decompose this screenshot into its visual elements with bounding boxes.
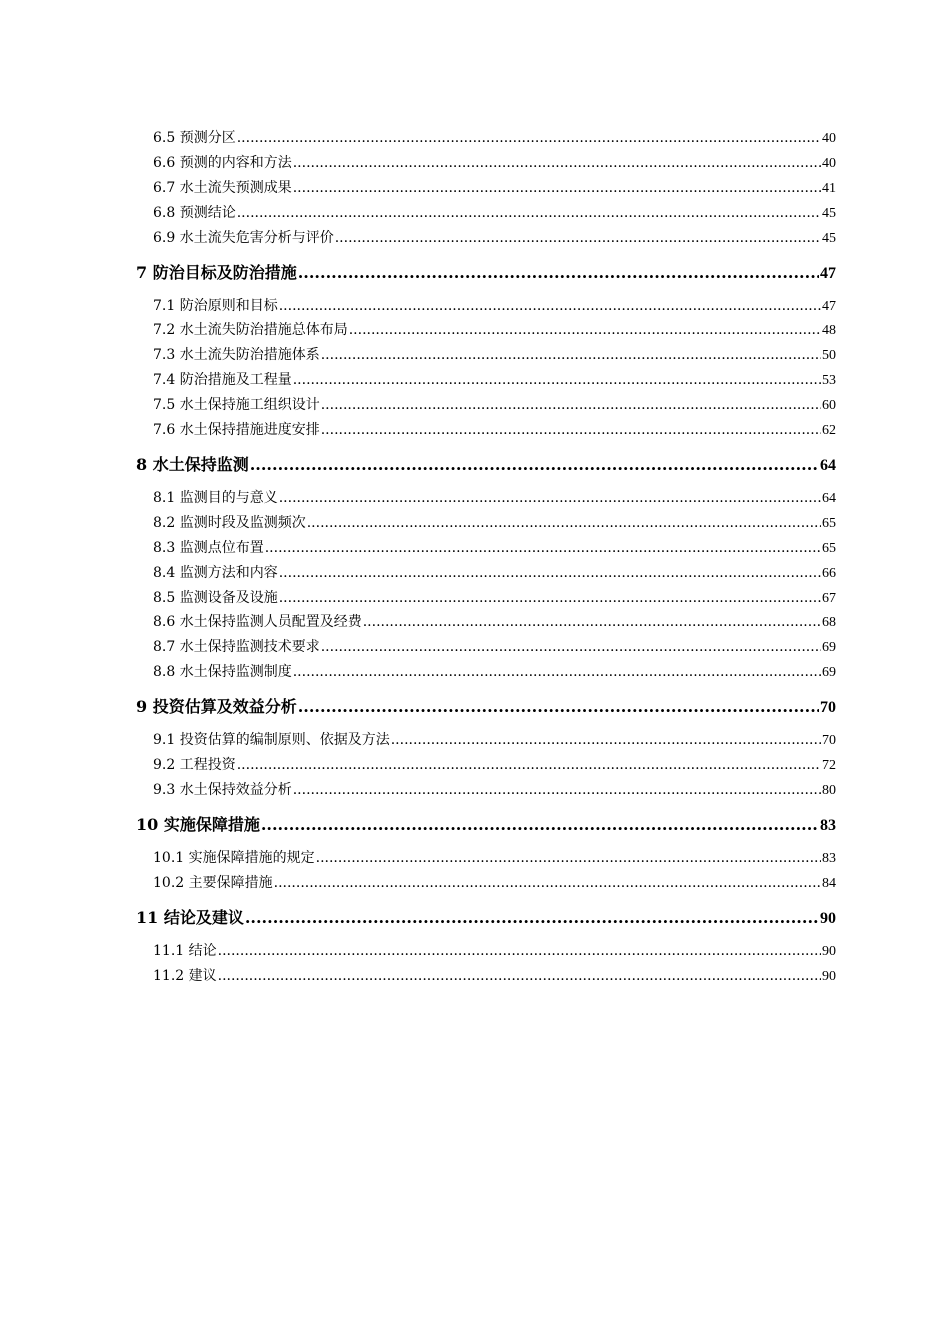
toc-dot-leader (391, 730, 821, 750)
toc-entry-page-number: 47 (822, 298, 836, 314)
toc-entry-title: 8.4 监测方法和内容 (153, 564, 278, 581)
toc-entry-page-number: 83 (822, 850, 836, 866)
toc-entry-title: 6.5 预测分区 (153, 130, 236, 146)
toc-section-entry[interactable] (153, 780, 836, 800)
toc-entry-title: 7.2 水土流失防治措施总体布局 (153, 322, 348, 339)
toc-dot-leader (321, 420, 821, 440)
toc-dot-leader (335, 228, 821, 248)
toc-entry-title: 7.6 水土保持措施进度安排 (153, 422, 320, 438)
toc-entry-page-number: 72 (822, 758, 836, 773)
toc-section-entry[interactable] (153, 128, 836, 148)
toc-entry-title: 6.6 预测的内容和方法 (153, 154, 292, 171)
toc-entry-title: 9.3 水土保持效益分析 (153, 781, 292, 798)
toc-entry-page-number: 69 (822, 640, 836, 656)
toc-dot-leader (321, 637, 821, 657)
toc-entry-title: 8.1 监测目的与意义 (153, 489, 278, 506)
toc-entry-title: 11 结论及建议 (136, 907, 244, 927)
toc-dot-leader (279, 488, 821, 508)
toc-dot-leader (250, 454, 819, 476)
toc-section-entry[interactable] (153, 755, 836, 775)
toc-dot-leader (363, 612, 821, 632)
toc-section-entry[interactable] (153, 941, 836, 961)
toc-section-entry[interactable] (153, 513, 836, 533)
toc-entry-title: 6.8 预测结论 (153, 204, 236, 221)
toc-dot-leader (316, 848, 821, 868)
toc-entry-page-number: 53 (822, 373, 836, 389)
toc-entry-title: 7.5 水土保持施工组织设计 (153, 397, 320, 414)
toc-section-entry[interactable] (153, 873, 836, 893)
toc-entry-page-number: 47 (820, 264, 836, 282)
toc-entry-title: 6.9 水土流失危害分析与评价 (153, 229, 334, 246)
toc-entry-title: 8.6 水土保持监测人员配置及经费 (153, 614, 362, 631)
toc-entry-page-number: 41 (822, 180, 836, 196)
toc-section-entry[interactable] (153, 612, 836, 632)
toc-dot-leader (279, 563, 821, 583)
toc-entry-page-number: 65 (822, 540, 836, 556)
toc-entry-page-number: 65 (822, 515, 836, 531)
toc-section-entry[interactable] (153, 588, 836, 608)
toc-entry-title: 8.3 监测点位布置 (153, 539, 264, 556)
toc-dot-leader (307, 513, 821, 533)
toc-dot-leader (321, 345, 821, 365)
toc-dot-leader (298, 696, 819, 718)
toc-entry-page-number: 45 (822, 205, 836, 221)
toc-entry-title: 8.2 监测时段及监测频次 (153, 514, 306, 531)
toc-entry-page-number: 80 (822, 782, 836, 798)
toc-entry-page-number: 62 (822, 423, 836, 438)
toc-entry-title: 8 水土保持监测 (136, 454, 249, 474)
toc-section-entry[interactable] (153, 178, 836, 198)
toc-chapter-entry[interactable] (136, 454, 836, 476)
toc-section-entry[interactable] (153, 296, 836, 316)
toc-entry-page-number: 64 (822, 490, 836, 506)
toc-dot-leader (237, 755, 821, 775)
toc-entry-title: 9.1 投资估算的编制原则、依据及方法 (153, 732, 390, 749)
toc-entry-page-number: 66 (822, 565, 836, 581)
toc-section-entry[interactable] (153, 563, 836, 583)
toc-entry-title: 10.2 主要保障措施 (153, 874, 273, 891)
toc-dot-leader (261, 814, 819, 836)
toc-entry-title: 8.8 水土保持监测制度 (153, 664, 292, 681)
toc-chapter-entry[interactable] (136, 696, 836, 718)
toc-section-entry[interactable] (153, 848, 836, 868)
toc-entry-title: 11.2 建议 (153, 967, 217, 984)
toc-section-entry[interactable] (153, 730, 836, 750)
toc-entry-title: 7.1 防治原则和目标 (153, 297, 278, 314)
toc-dot-leader (218, 941, 821, 961)
toc-entry-title: 9.2 工程投资 (153, 757, 236, 773)
toc-dot-leader (349, 320, 821, 340)
toc-dot-leader (293, 780, 821, 800)
toc-dot-leader (321, 395, 821, 415)
toc-section-entry[interactable] (153, 228, 836, 248)
toc-entry-title: 10.1 实施保障措施的规定 (153, 849, 315, 866)
toc-dot-leader (293, 370, 821, 390)
toc-section-entry[interactable] (153, 662, 836, 682)
toc-entry-title: 10 实施保障措施 (136, 814, 260, 834)
toc-entry-page-number: 90 (822, 968, 836, 984)
toc-dot-leader (218, 966, 821, 986)
toc-entry-page-number: 90 (822, 943, 836, 959)
toc-entry-page-number: 69 (822, 665, 836, 681)
toc-entry-page-number: 48 (822, 323, 836, 339)
toc-dot-leader (237, 128, 821, 148)
toc-dot-leader (279, 296, 821, 316)
toc-section-entry[interactable] (153, 637, 836, 657)
toc-entry-page-number: 40 (822, 155, 836, 171)
toc-entry-title: 11.1 结论 (153, 942, 217, 959)
toc-dot-leader (274, 873, 821, 893)
toc-chapter-entry[interactable] (136, 814, 836, 836)
toc-chapter-entry[interactable] (136, 907, 836, 929)
toc-entry-title: 6.7 水土流失预测成果 (153, 179, 292, 196)
toc-dot-leader (293, 662, 821, 682)
toc-entry-page-number: 40 (822, 131, 836, 146)
toc-section-entry[interactable] (153, 345, 836, 365)
toc-section-entry[interactable] (153, 420, 836, 440)
toc-dot-leader (245, 907, 819, 929)
toc-entry-page-number: 45 (822, 230, 836, 246)
toc-entry-title: 7.4 防治措施及工程量 (153, 372, 292, 389)
toc-dot-leader (298, 262, 819, 284)
toc-dot-leader (293, 178, 821, 198)
toc-section-entry[interactable] (153, 395, 836, 415)
toc-dot-leader (293, 153, 821, 173)
toc-entry-page-number: 50 (822, 348, 836, 364)
toc-entry-page-number: 67 (822, 590, 836, 606)
toc-section-entry[interactable] (153, 153, 836, 173)
toc-entry-page-number: 64 (820, 456, 836, 474)
toc-dot-leader (265, 538, 821, 558)
toc-dot-leader (237, 203, 821, 223)
toc-entry-page-number: 68 (822, 615, 836, 631)
toc-entry-title: 8.5 监测设备及设施 (153, 589, 278, 606)
toc-entry-title: 7 防治目标及防治措施 (136, 262, 297, 282)
toc-entry-page-number: 90 (820, 909, 836, 927)
toc-section-entry[interactable] (153, 488, 836, 508)
toc-entry-title: 7.3 水土流失防治措施体系 (153, 347, 320, 364)
toc-section-entry[interactable] (153, 538, 836, 558)
toc-entry-page-number: 70 (820, 699, 836, 717)
toc-entry-title: 9 投资估算及效益分析 (136, 697, 297, 717)
toc-entry-page-number: 60 (822, 398, 836, 414)
toc-section-entry[interactable] (153, 203, 836, 223)
toc-section-entry[interactable] (153, 370, 836, 390)
toc-entry-page-number: 83 (820, 816, 836, 834)
toc-dot-leader (279, 588, 821, 608)
toc-section-entry[interactable] (153, 320, 836, 340)
toc-chapter-entry[interactable] (136, 262, 836, 284)
toc-entry-title: 8.7 水土保持监测技术要求 (153, 639, 320, 656)
toc-entry-page-number: 70 (822, 733, 836, 749)
toc-entry-page-number: 84 (822, 875, 836, 891)
toc-section-entry[interactable] (153, 966, 836, 986)
